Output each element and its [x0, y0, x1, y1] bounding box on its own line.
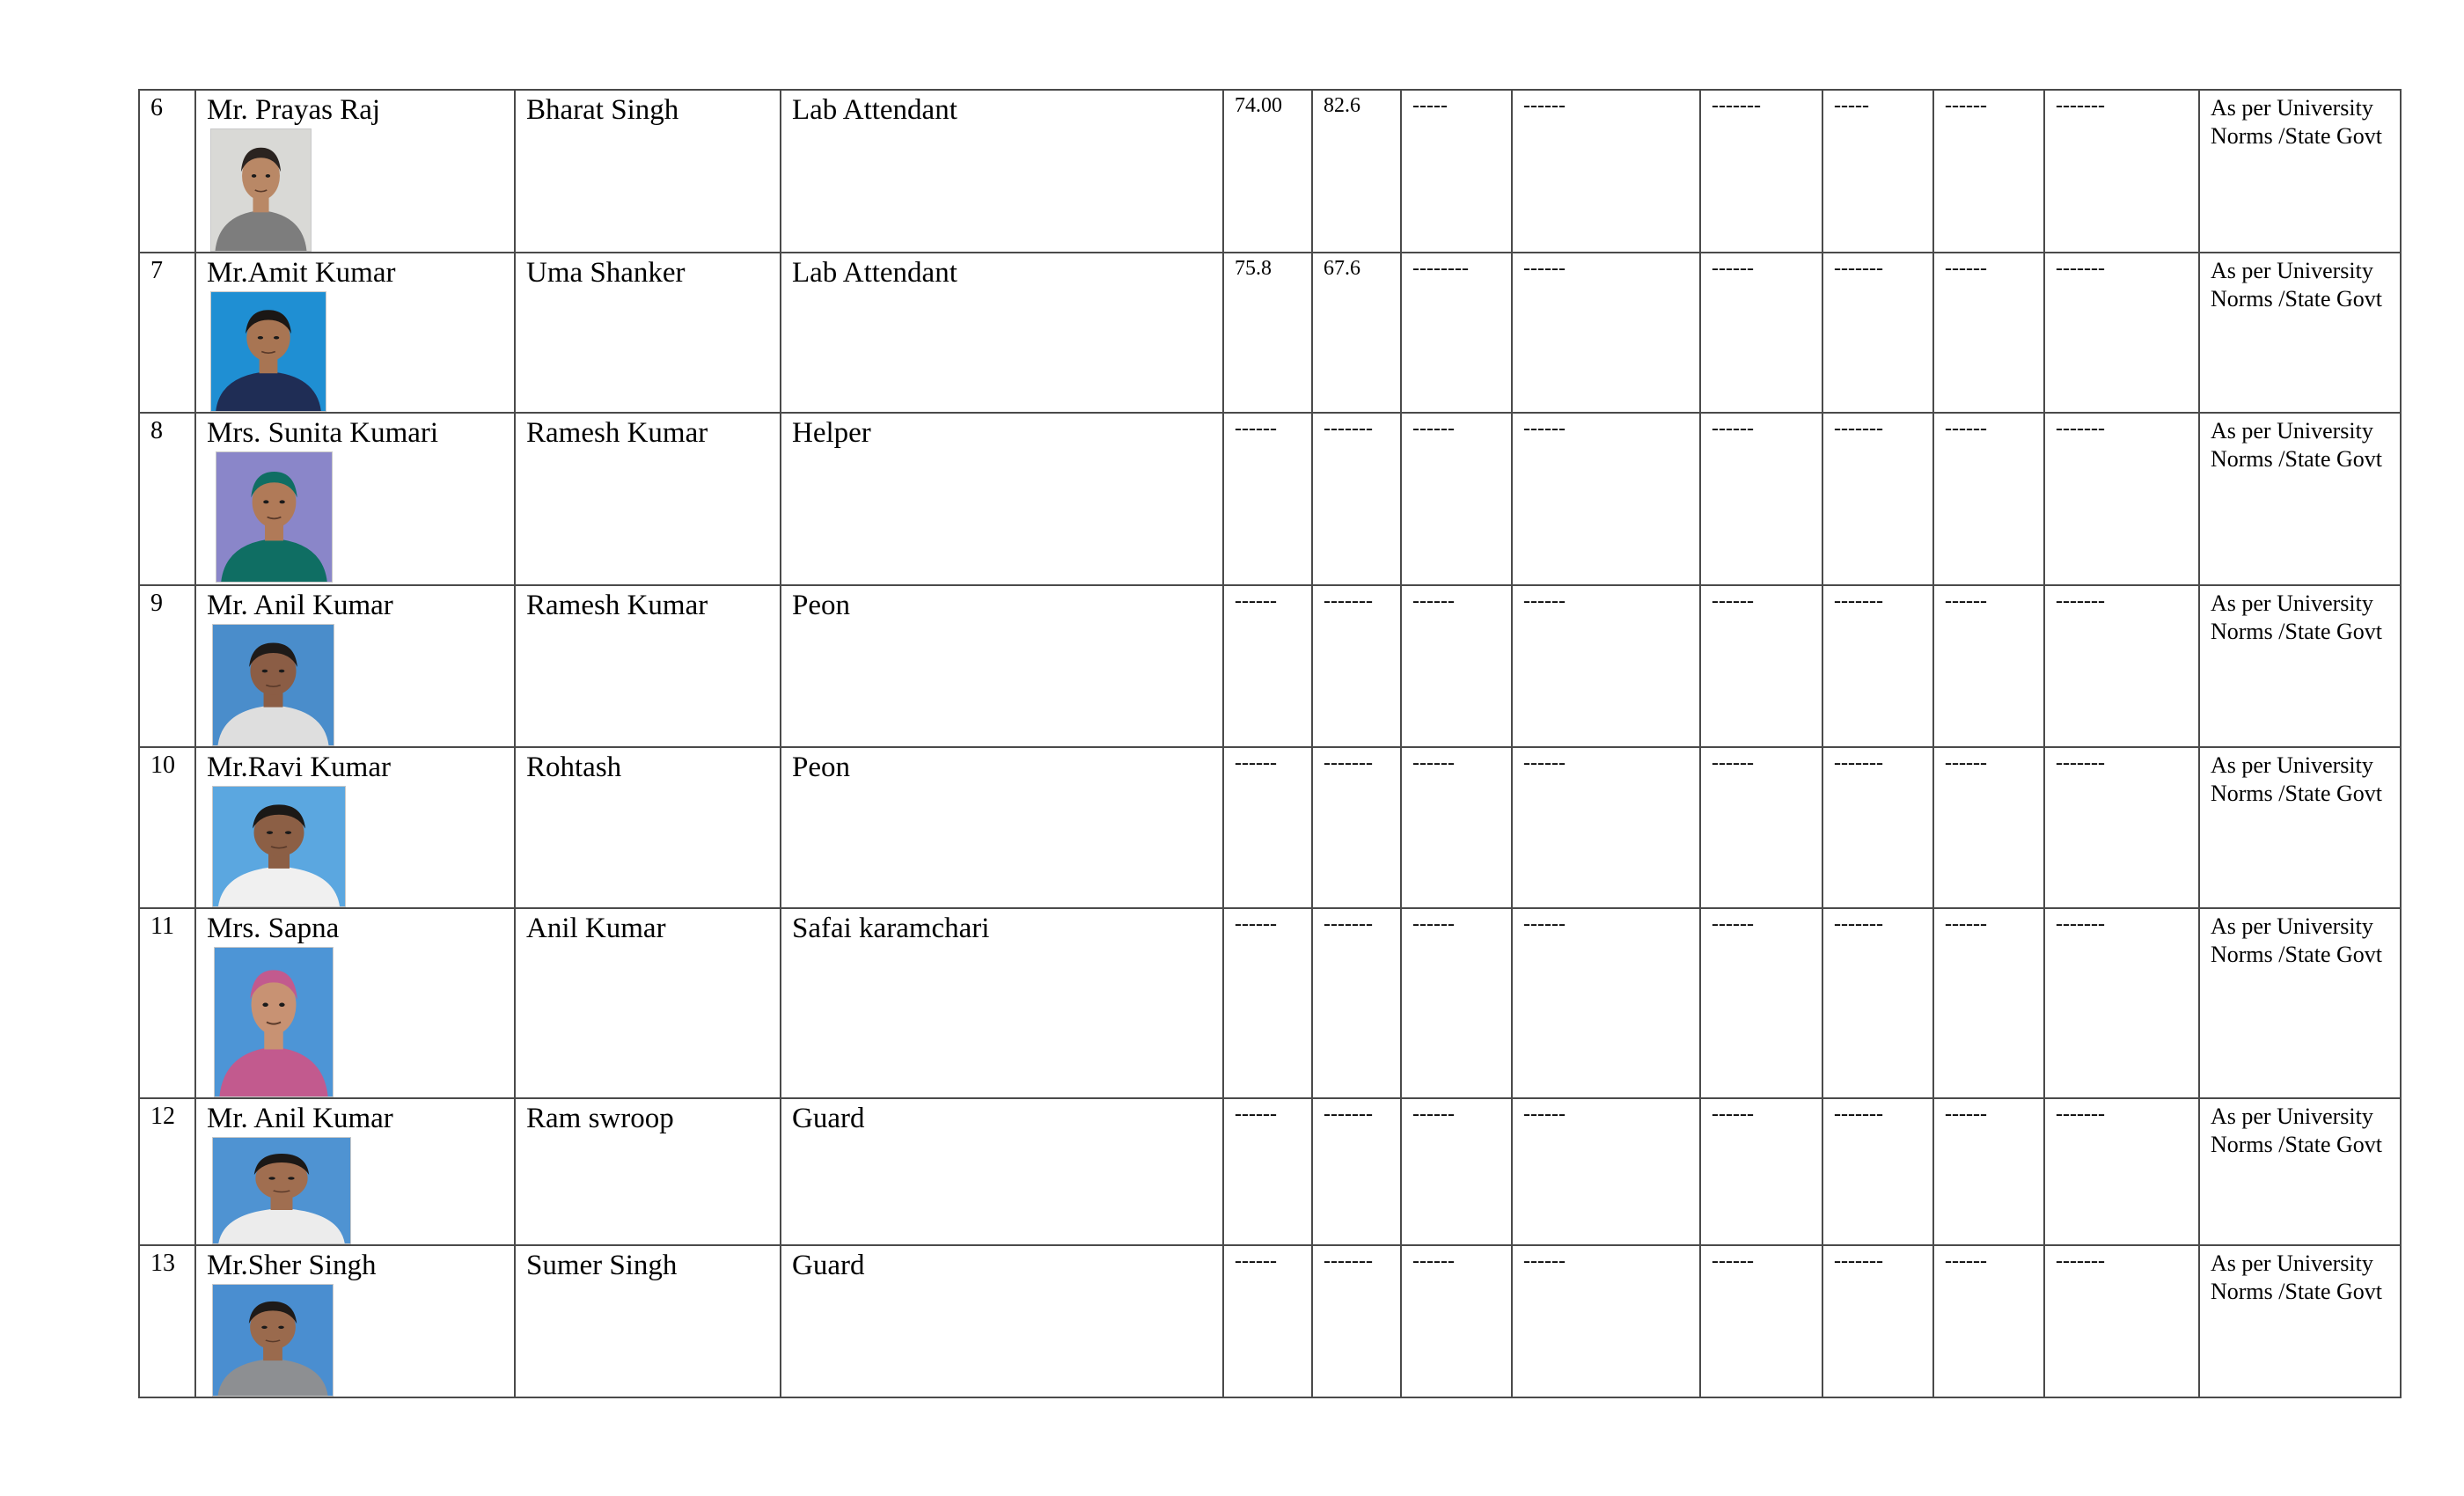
- value-cell-v3: ------: [1401, 908, 1512, 1098]
- employee-name: Mrs. Sapna: [207, 913, 340, 944]
- pay-scale: As per University Norms /State Govt: [2199, 908, 2401, 1098]
- father-name: Ramesh Kumar: [515, 585, 781, 747]
- father-name: Sumer Singh: [515, 1245, 781, 1397]
- value-cell-v8: -------: [2044, 585, 2199, 747]
- value-cell-v4: ------: [1512, 747, 1700, 908]
- employee-name: Mr.Sher Singh: [207, 1250, 377, 1281]
- value-cell-v6: -----: [1822, 90, 1933, 253]
- value-cell-v2: -------: [1312, 1098, 1401, 1245]
- value-cell-v4: ------: [1512, 1245, 1700, 1397]
- value-cell-v4: ------: [1512, 253, 1700, 413]
- designation: Helper: [781, 413, 1223, 585]
- value-cell-v3: ------: [1401, 1245, 1512, 1397]
- pay-scale: As per University Norms /State Govt: [2199, 90, 2401, 253]
- pay-scale: As per University Norms /State Govt: [2199, 1245, 2401, 1397]
- value-cell-v4: ------: [1512, 413, 1700, 585]
- value-cell-v7: ------: [1933, 585, 2044, 747]
- value-cell-v5: -------: [1700, 90, 1822, 253]
- staff-table: [138, 89, 2402, 1398]
- pay-scale: As per University Norms /State Govt: [2199, 747, 2401, 908]
- employee-name: Mr. Anil Kumar: [207, 590, 393, 621]
- value-cell-v3: --------: [1401, 253, 1512, 413]
- value-cell-v2: -------: [1312, 585, 1401, 747]
- value-cell-v7: ------: [1933, 253, 2044, 413]
- value-cell-v2: -------: [1312, 908, 1401, 1098]
- serial-number: 13: [139, 1245, 195, 1397]
- employee-photo: [212, 786, 346, 907]
- father-name: Ramesh Kumar: [515, 413, 781, 585]
- value-cell-v7: ------: [1933, 90, 2044, 253]
- value-cell-v7: ------: [1933, 1098, 2044, 1245]
- value-cell-v7: ------: [1933, 1245, 2044, 1397]
- value-cell-v1: ------: [1223, 585, 1312, 747]
- value-cell-v3: -----: [1401, 90, 1512, 253]
- pay-scale: As per University Norms /State Govt: [2199, 253, 2401, 413]
- father-name: Ram swroop: [515, 1098, 781, 1245]
- employee-cell: [195, 747, 515, 908]
- value-cell-v8: -------: [2044, 908, 2199, 1098]
- value-cell-v6: -------: [1822, 413, 1933, 585]
- employee-cell: [195, 253, 515, 413]
- designation: Lab Attendant: [781, 253, 1223, 413]
- value-cell-v7: ------: [1933, 747, 2044, 908]
- value-cell-v5: ------: [1700, 908, 1822, 1098]
- serial-number: 9: [139, 585, 195, 747]
- value-cell-v1: ------: [1223, 1098, 1312, 1245]
- employee-photo: [212, 1137, 351, 1244]
- designation: Guard: [781, 1245, 1223, 1397]
- employee-photo: [212, 624, 334, 746]
- value-cell-v8: -------: [2044, 1245, 2199, 1397]
- father-name: Anil Kumar: [515, 908, 781, 1098]
- value-cell-v2: 82.6: [1312, 90, 1401, 253]
- value-cell-v5: ------: [1700, 1098, 1822, 1245]
- value-cell-v3: ------: [1401, 413, 1512, 585]
- value-cell-v5: ------: [1700, 747, 1822, 908]
- value-cell-v6: -------: [1822, 1245, 1933, 1397]
- table-row: [139, 90, 2401, 253]
- serial-number: 11: [139, 908, 195, 1098]
- father-name: Bharat Singh: [515, 90, 781, 253]
- value-cell-v8: -------: [2044, 253, 2199, 413]
- value-cell-v1: ------: [1223, 1245, 1312, 1397]
- value-cell-v7: ------: [1933, 908, 2044, 1098]
- value-cell-v1: ------: [1223, 747, 1312, 908]
- employee-cell: [195, 585, 515, 747]
- value-cell-v2: -------: [1312, 413, 1401, 585]
- value-cell-v6: -------: [1822, 908, 1933, 1098]
- value-cell-v3: ------: [1401, 747, 1512, 908]
- employee-photo: [210, 291, 326, 412]
- value-cell-v8: -------: [2044, 90, 2199, 253]
- value-cell-v4: ------: [1512, 908, 1700, 1098]
- employee-cell: [195, 90, 515, 253]
- value-cell-v4: ------: [1512, 1098, 1700, 1245]
- value-cell-v2: 67.6: [1312, 253, 1401, 413]
- value-cell-v5: ------: [1700, 1245, 1822, 1397]
- table-row: [139, 253, 2401, 413]
- value-cell-v2: -------: [1312, 1245, 1401, 1397]
- value-cell-v5: ------: [1700, 413, 1822, 585]
- table-row: [139, 747, 2401, 908]
- value-cell-v1: 74.00: [1223, 90, 1312, 253]
- employee-cell: [195, 908, 515, 1098]
- value-cell-v5: ------: [1700, 253, 1822, 413]
- employee-photo: [214, 947, 334, 1097]
- employee-name: Mr. Prayas Raj: [207, 94, 381, 126]
- table-row: [139, 585, 2401, 747]
- value-cell-v6: -------: [1822, 585, 1933, 747]
- value-cell-v8: -------: [2044, 1098, 2199, 1245]
- value-cell-v3: ------: [1401, 1098, 1512, 1245]
- employee-cell: [195, 1245, 515, 1397]
- value-cell-v1: ------: [1223, 908, 1312, 1098]
- serial-number: 7: [139, 253, 195, 413]
- serial-number: 6: [139, 90, 195, 253]
- value-cell-v6: -------: [1822, 253, 1933, 413]
- employee-photo: [212, 1284, 334, 1397]
- value-cell-v4: ------: [1512, 585, 1700, 747]
- value-cell-v7: ------: [1933, 413, 2044, 585]
- designation: Peon: [781, 585, 1223, 747]
- table-row: [139, 1245, 2401, 1397]
- employee-photo: [210, 128, 312, 252]
- designation: Guard: [781, 1098, 1223, 1245]
- designation: Safai karamchari: [781, 908, 1223, 1098]
- value-cell-v8: -------: [2044, 747, 2199, 908]
- pay-scale: As per University Norms /State Govt: [2199, 1098, 2401, 1245]
- father-name: Rohtash: [515, 747, 781, 908]
- pay-scale: As per University Norms /State Govt: [2199, 585, 2401, 747]
- pay-scale: As per University Norms /State Govt: [2199, 413, 2401, 585]
- value-cell-v1: ------: [1223, 413, 1312, 585]
- table-row: [139, 413, 2401, 585]
- value-cell-v6: -------: [1822, 1098, 1933, 1245]
- designation: Lab Attendant: [781, 90, 1223, 253]
- table-row: [139, 1098, 2401, 1245]
- employee-photo: [216, 451, 333, 583]
- employee-name: Mrs. Sunita Kumari: [207, 417, 439, 449]
- employee-name: Mr. Anil Kumar: [207, 1103, 393, 1134]
- employee-name: Mr.Ravi Kumar: [207, 752, 391, 783]
- value-cell-v4: ------: [1512, 90, 1700, 253]
- employee-cell: [195, 413, 515, 585]
- father-name: Uma Shanker: [515, 253, 781, 413]
- table-row: [139, 908, 2401, 1098]
- serial-number: 10: [139, 747, 195, 908]
- value-cell-v3: ------: [1401, 585, 1512, 747]
- value-cell-v2: -------: [1312, 747, 1401, 908]
- value-cell-v5: ------: [1700, 585, 1822, 747]
- value-cell-v8: -------: [2044, 413, 2199, 585]
- value-cell-v1: 75.8: [1223, 253, 1312, 413]
- employee-cell: [195, 1098, 515, 1245]
- value-cell-v6: -------: [1822, 747, 1933, 908]
- designation: Peon: [781, 747, 1223, 908]
- employee-name: Mr.Amit Kumar: [207, 257, 396, 289]
- serial-number: 12: [139, 1098, 195, 1245]
- serial-number: 8: [139, 413, 195, 585]
